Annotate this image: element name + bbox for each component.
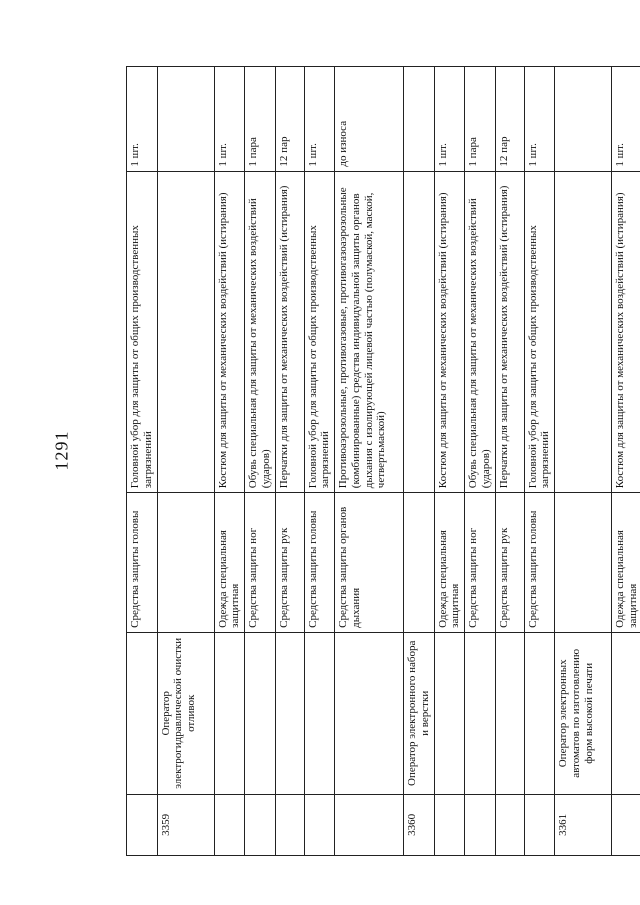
profession-name xyxy=(524,632,555,794)
profession-name: Оператор электронного набора и верстки xyxy=(404,632,435,794)
protection-item: Головной убор для защиты от общих производственных загрязнений xyxy=(304,171,335,493)
protection-type: Средства защиты головы xyxy=(127,493,158,633)
profession-name xyxy=(495,632,524,794)
issue-quantity: 1 шт. xyxy=(434,67,465,172)
table-row xyxy=(524,67,555,856)
profession-name xyxy=(127,632,158,794)
row-number: 3360 xyxy=(404,794,435,855)
issue-quantity: 1 шт. xyxy=(304,67,335,172)
protection-item xyxy=(555,171,612,493)
protection-item: Перчатки для защиты от механических воздействий (истирания) xyxy=(495,171,524,493)
protection-item: Обувь специальная для защиты от механических воздействий (ударов) xyxy=(465,171,496,493)
protection-item: Головной убор для защиты от общих производственных загрязнений xyxy=(127,171,158,493)
protection-type xyxy=(157,493,214,633)
protection-item: Костюм для защиты от механических воздействий (истирания) xyxy=(434,171,465,493)
protection-type: Одежда специальная защитная xyxy=(612,493,640,633)
issue-quantity: 1 шт. xyxy=(524,67,555,172)
protection-type xyxy=(555,493,612,633)
row-number xyxy=(434,794,465,855)
protection-item: Головной убор для защиты от общих производственных загрязнений xyxy=(524,171,555,493)
table-row xyxy=(465,67,496,856)
issue-quantity xyxy=(404,67,435,172)
row-number xyxy=(495,794,524,855)
issue-quantity: 1 пара xyxy=(465,67,496,172)
ppe-table-wrapper xyxy=(126,66,640,856)
row-number xyxy=(335,794,404,855)
profession-name: Оператор электронных автоматов по изготовлению форм высокой печати xyxy=(555,632,612,794)
protection-type: Средства защиты ног xyxy=(465,493,496,633)
table-row xyxy=(335,67,404,856)
row-number xyxy=(465,794,496,855)
profession-name xyxy=(612,632,640,794)
issue-quantity xyxy=(555,67,612,172)
row-number xyxy=(275,794,304,855)
row-number: 3361 xyxy=(555,794,612,855)
table-row xyxy=(304,67,335,856)
protection-type: Одежда специальная защитная xyxy=(214,493,245,633)
issue-quantity: 12 пар xyxy=(495,67,524,172)
protection-type: Средства защиты органов дыхания xyxy=(335,493,404,633)
ppe-table xyxy=(126,66,640,856)
protection-type xyxy=(404,493,435,633)
protection-item: Обувь специальная для защиты от механических воздействий (ударов) xyxy=(245,171,276,493)
protection-item: Противоаэрозольные, противогазовые, противогазоаэрозольные (комбинированные) средства индивидуальной защиты органов дыхания с изолирующей лицевой частью (полумаской, маской, четвертьмаской) xyxy=(335,171,404,493)
table-row xyxy=(157,67,214,856)
table-row xyxy=(214,67,245,856)
row-number xyxy=(524,794,555,855)
profession-name xyxy=(304,632,335,794)
table-row xyxy=(275,67,304,856)
table-row xyxy=(555,67,612,856)
issue-quantity: 1 шт. xyxy=(214,67,245,172)
profession-name xyxy=(335,632,404,794)
profession-name xyxy=(214,632,245,794)
protection-type: Средства защиты ног xyxy=(245,493,276,633)
row-number xyxy=(127,794,158,855)
profession-name xyxy=(275,632,304,794)
table-row xyxy=(495,67,524,856)
issue-quantity: 1 шт. xyxy=(127,67,158,172)
profession-name xyxy=(465,632,496,794)
issue-quantity: 1 шт. xyxy=(612,67,640,172)
protection-item xyxy=(404,171,435,493)
issue-quantity: 1 пара xyxy=(245,67,276,172)
row-number xyxy=(245,794,276,855)
protection-type: Средства защиты рук xyxy=(275,493,304,633)
protection-item: Перчатки для защиты от механических воздействий (истирания) xyxy=(275,171,304,493)
row-number xyxy=(612,794,640,855)
protection-type: Средства защиты рук xyxy=(495,493,524,633)
page-number: 1291 xyxy=(51,430,72,471)
protection-item xyxy=(157,171,214,493)
row-number xyxy=(214,794,245,855)
issue-quantity: до износа xyxy=(335,67,404,172)
profession-name: Оператор электрогидравлической очистки отливок xyxy=(157,632,214,794)
profession-name xyxy=(434,632,465,794)
table-row xyxy=(127,67,158,856)
row-number xyxy=(304,794,335,855)
table-row xyxy=(245,67,276,856)
protection-item: Костюм для защиты от механических воздействий (истирания) xyxy=(612,171,640,493)
protection-item: Костюм для защиты от механических воздействий (истирания) xyxy=(214,171,245,493)
row-number: 3359 xyxy=(157,794,214,855)
table-row xyxy=(404,67,435,856)
protection-type: Средства защиты головы xyxy=(304,493,335,633)
issue-quantity: 12 пар xyxy=(275,67,304,172)
issue-quantity xyxy=(157,67,214,172)
profession-name xyxy=(245,632,276,794)
protection-type: Одежда специальная защитная xyxy=(434,493,465,633)
protection-type: Средства защиты головы xyxy=(524,493,555,633)
table-row xyxy=(434,67,465,856)
table-row xyxy=(612,67,640,856)
